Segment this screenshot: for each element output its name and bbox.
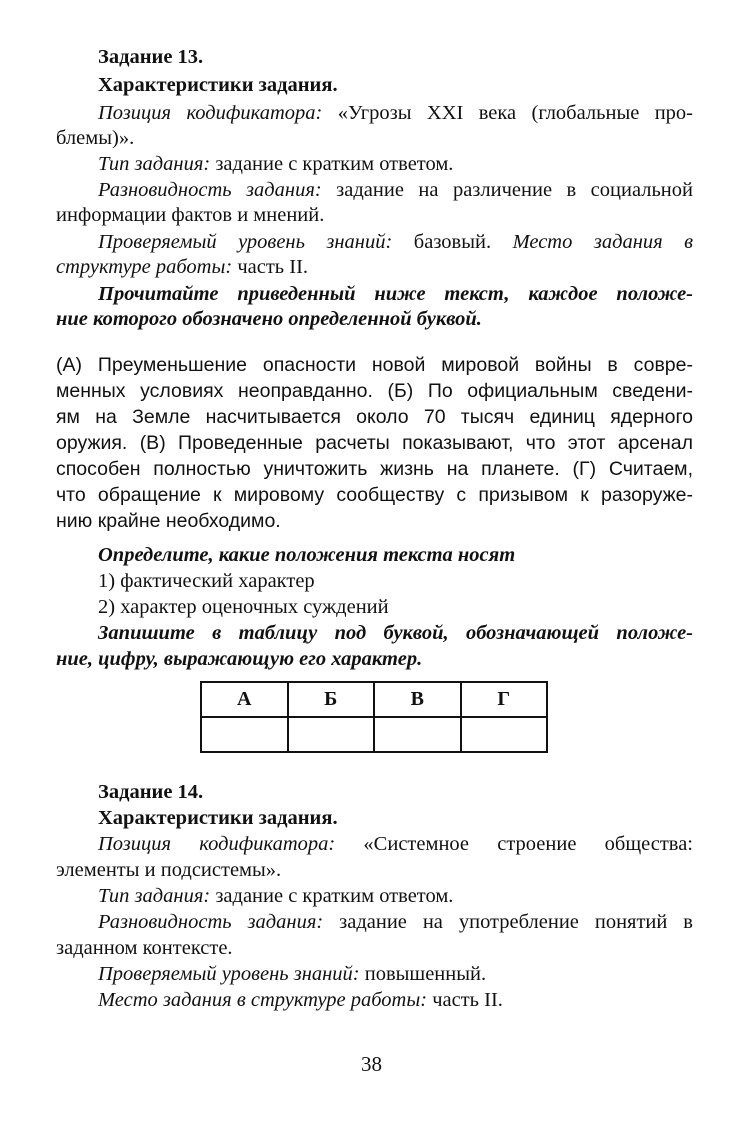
page-number: 38 — [361, 1052, 382, 1076]
answer-table — [200, 681, 548, 753]
answer-table-header: А — [201, 682, 288, 717]
source-text-line: ям на Земле насчитывается около 70 тысяч единиц ядерного — [56, 406, 693, 428]
answer-cell[interactable] — [374, 717, 461, 752]
task13-variety: Разновидность задания: задание на различение в социальной — [98, 179, 693, 201]
task14-variety-cont: заданном контексте. — [56, 937, 233, 959]
task13-option-1: 1) фактический характер — [98, 570, 315, 592]
task14-variety: Разновидность задания: задание на употребление понятий в — [98, 911, 693, 933]
answer-table-header: Г — [461, 682, 548, 717]
task13-level: Проверяемый уровень знаний: базовый. Место задания в — [98, 231, 694, 253]
task14-place: Место задания в структуре работы: часть II. — [98, 989, 503, 1011]
task13-variety-cont: информации фактов и мнений. — [56, 204, 325, 226]
answer-table-input-row — [201, 717, 547, 752]
task13-title: Задание 13. — [98, 46, 204, 68]
source-text-line: (А) Преуменьшение опасности новой мировой войны в совре- — [56, 354, 693, 376]
answer-cell[interactable] — [201, 717, 288, 752]
task14-codifier-cont: элементы и подсистемы». — [56, 859, 282, 881]
task13-characteristics: Характеристики задания. — [98, 74, 338, 96]
source-text-line: способен полностью уничтожить жизнь на планете. (Г) Считаем, — [56, 458, 693, 480]
source-text-line: оружия. (В) Проведенные расчеты показывают, что этот арсенал — [56, 432, 693, 454]
task13-instruction: Прочитайте приведенный ниже текст, каждое положе- — [98, 283, 693, 305]
answer-table-header: В — [374, 682, 461, 717]
task13-place: структуре работы: часть II. — [56, 256, 309, 278]
answer-cell[interactable] — [288, 717, 375, 752]
task14-characteristics: Характеристики задания. — [98, 807, 338, 829]
source-text-line: что обращение к мировому сообществу с призывом к разоруже- — [56, 484, 693, 506]
answer-table-header-row — [201, 682, 547, 717]
source-text-line: нию крайне необходимо. — [56, 510, 281, 532]
task13-codifier-cont: блемы)». — [56, 127, 135, 149]
task13-determine: Определите, какие положения текста носят — [98, 544, 516, 566]
task13-write-cont: ние, цифру, выражающую его характер. — [56, 648, 423, 670]
task14-codifier: Позиция кодификатора: «Системное строение общества: — [98, 833, 693, 855]
task13-write: Запишите в таблицу под буквой, обозначающей положе- — [98, 622, 693, 644]
task13-type: Тип задания: задание с кратким ответом. — [98, 153, 454, 175]
answer-cell[interactable] — [461, 717, 548, 752]
task14-level: Проверяемый уровень знаний: повышенный. — [98, 963, 487, 985]
task13-option-2: 2) характер оценочных суждений — [98, 596, 389, 618]
task13-codifier: Позиция кодификатора: «Угрозы XXI века (глобальные про- — [98, 102, 694, 124]
task14-title: Задание 14. — [98, 781, 204, 803]
answer-table-header: Б — [288, 682, 375, 717]
task14-type: Тип задания: задание с кратким ответом. — [98, 885, 454, 907]
task13-instruction-cont: ние которого обозначено определенной буквой. — [56, 308, 482, 330]
source-text-line: менных условиях неоправданно. (Б) По официальным сведени- — [56, 380, 693, 402]
